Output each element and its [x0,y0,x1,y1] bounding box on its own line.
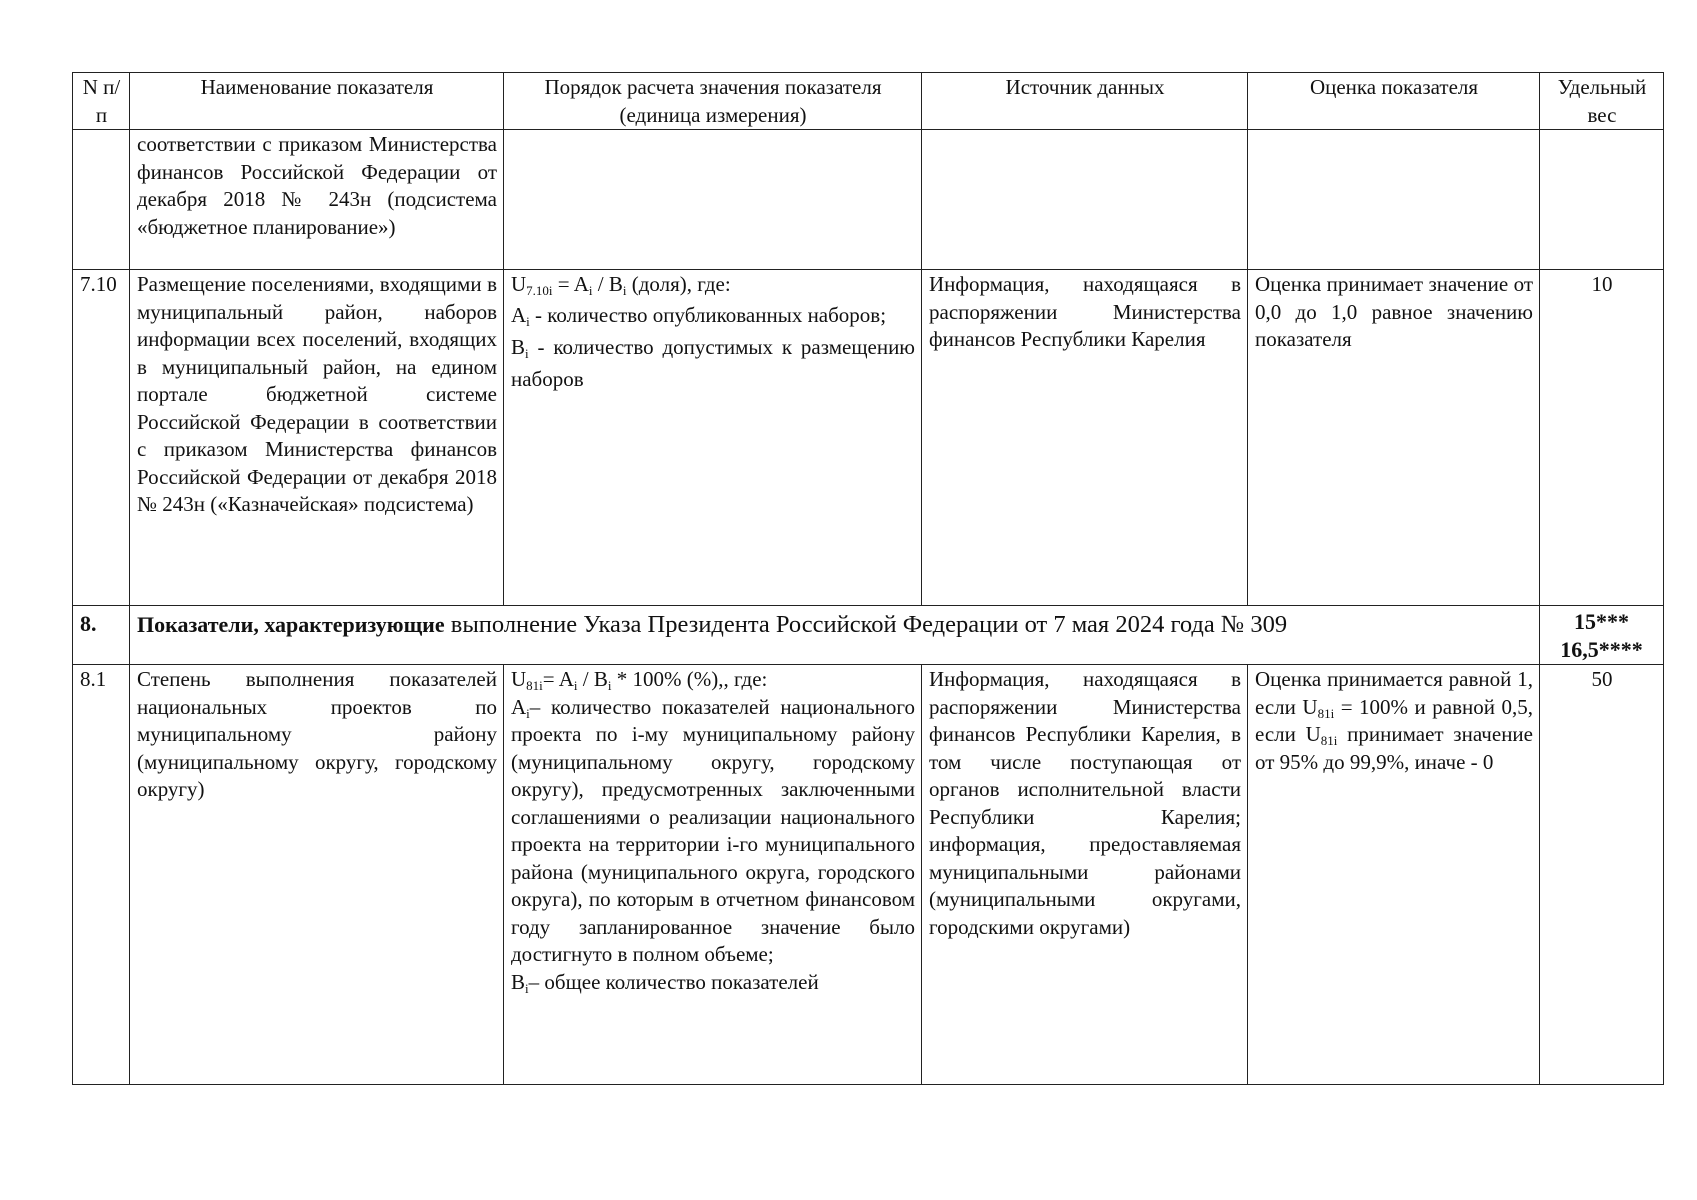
document-page [72,72,1663,1085]
row-source [922,130,1248,270]
row-name: соответствии с приказом Министерства финансов Российской Федерации от декабря 2018 № 243н (подсистема «бюджетное планирование») [130,130,504,270]
section-num: 8. [73,606,130,665]
indicators-table [72,72,1664,1085]
row-weight: 50 [1540,665,1664,1085]
section-weight: 15*** 16,5**** [1540,606,1664,665]
row-assessment: Оценка принимается равной 1, если $U_{81i} = 100\%$ и равной 0,5, если $U_{81i}$ принимает значение от 95% до 99,9%, иначе - 0 [1248,665,1540,1085]
formula-a-definition: $A_i-$ количество показателей национального проекта по i-му муниципальному району (муниципальному округу, городскому округу), предусмотренных заключенными соглашениями о реализации национального проекта на территории i-го муниципального района (муниципального округа, городского округа), по которым в отчетном финансовом году запланированное значение было достигнуто в полном объеме; [511,694,915,966]
table-row [73,130,1664,270]
row-weight [1540,130,1664,270]
table-header-row [73,73,1664,130]
formula-a-definition: $A_i$ - количество опубликованных наборов; [511,302,887,329]
row-num [73,130,130,270]
row-num: 8.1 [73,665,130,1085]
row-source: Информация, находящаяся в распоряжении Министерства финансов Республики Карелия [922,270,1248,606]
row-calc [504,130,922,270]
table-row [73,665,1664,1085]
row-num: 7.10 [73,270,130,606]
table-row [73,270,1664,606]
row-source: Информация, находящаяся в распоряжении Министерства финансов Республики Карелия, в том числе поступающая от органов исполнительной власти Республики Карелия; информация, предоставляемая муниципальными районами (муниципальными округами, городскими округами) [922,665,1248,1085]
formula-b-definition: $B_i-$ общее количество показателей [511,969,819,996]
row-name: Размещение поселениями, входящими в муниципальный район, наборов информации всех поселений, входящих в муниципальный район, на едином портале бюджетной системе Российской Федерации в соответствии с приказом Министерства финансов Российской Федерации от декабря 2018 № 243н («Казначейская» подсистема) [130,270,504,606]
header-calc: Порядок расчета значения показателя (единица измерения) [504,73,922,130]
row-calc [504,270,922,606]
header-source: Источник данных [922,73,1248,130]
header-assessment: Оценка показателя [1248,73,1540,130]
header-num: N п/п [73,73,130,130]
header-name: Наименование показателя [130,73,504,130]
row-assessment: Оценка принимает значение от 0,0 до 1,0 равное значению показателя [1248,270,1540,606]
row-name: Степень выполнения показателей национальных проектов по муниципальному району (муниципальному округу, городскому округу) [130,665,504,1085]
formula-b-definition: $B_i$ - количество допустимых к размещению наборов [511,334,915,391]
row-weight: 10 [1540,270,1664,606]
section-row [73,606,1664,665]
header-weight: Удельный вес [1540,73,1664,130]
formula: $U_{7.10i} = A_i / B_i$ (доля), где: [511,272,731,298]
row-assessment [1248,130,1540,270]
section-title: Показатели, характеризующие выполнение Указа Президента Российской Федерации от 7 мая 2024 года № 309 [130,606,1540,665]
row-calc [504,665,922,1085]
formula: $U_{81i}= A_i / B_i * 100\%$ (%),, где: [511,667,768,693]
